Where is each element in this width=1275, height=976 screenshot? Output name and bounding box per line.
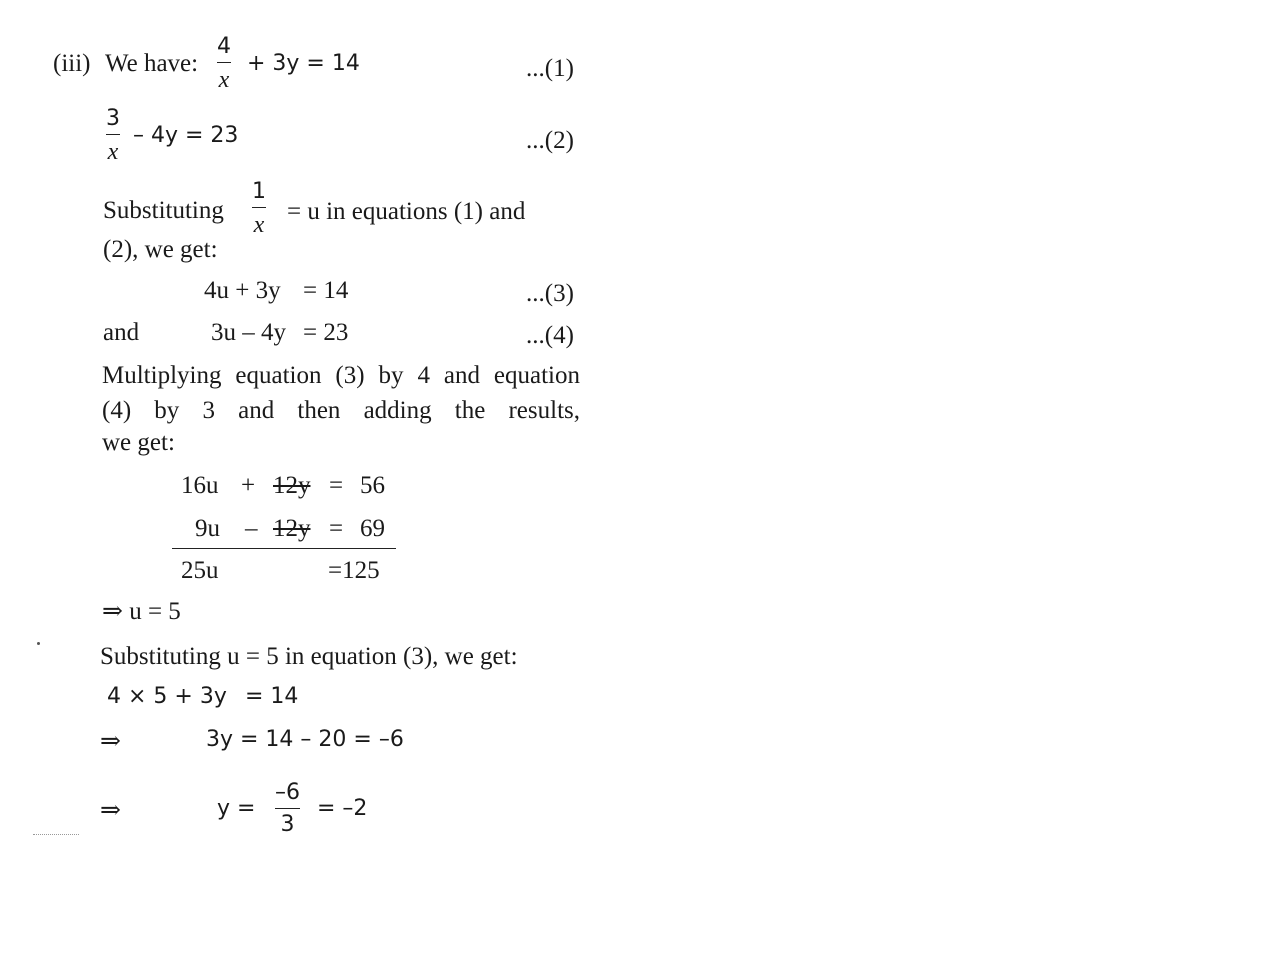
- step3-denominator: 3: [280, 812, 295, 837]
- addition-rule: [172, 548, 396, 549]
- add-row2-op: –: [245, 515, 258, 542]
- add-row1-eq: =: [329, 472, 344, 499]
- sub-fraction: [252, 181, 266, 237]
- scan-artifact-speck: [37, 642, 40, 645]
- add-row2-eq: =: [329, 515, 344, 542]
- sub2-text: Substituting u = 5 in equation (3), we get:: [100, 643, 518, 670]
- add-row2-val: 69: [360, 515, 385, 542]
- eq3-rhs: = 14: [303, 277, 349, 304]
- eq2-numerator: 3: [106, 106, 120, 131]
- eq2-fraction: [106, 108, 120, 164]
- sub-denominator: x: [253, 212, 265, 238]
- eq1-ref: ...(1): [526, 55, 574, 82]
- part-label: (iii): [53, 50, 91, 77]
- add-sum-u: 25u: [181, 557, 219, 584]
- add-row1-u: 16u: [181, 472, 219, 499]
- eq3-lhs: 4u + 3y: [204, 277, 281, 304]
- eq4-rhs: = 23: [303, 319, 349, 346]
- add-sum-val: =125: [328, 557, 380, 584]
- step3-fraction-bar: [275, 808, 300, 809]
- add-row2-u: 9u: [195, 515, 220, 542]
- eq2-rest: – 4y = 23: [133, 123, 239, 148]
- add-row1-y: 12y: [273, 472, 311, 499]
- eq2-ref: ...(2): [526, 127, 574, 154]
- eq2-denominator: x: [107, 139, 119, 165]
- eq3-ref: ...(3): [526, 280, 574, 307]
- eq4-lead: and: [103, 319, 140, 346]
- add-row1-val: 56: [360, 472, 385, 499]
- sub-intro-rest: = u in equations (1) and: [287, 198, 526, 225]
- eq1-denominator: x: [218, 67, 230, 93]
- mult-text-line3: we get:: [102, 429, 175, 456]
- eq4-ref: ...(4): [526, 322, 574, 349]
- we-have-text: We have:: [105, 50, 199, 77]
- step3-lhs: y =: [217, 796, 256, 821]
- sub-intro-line2: (2), we get:: [103, 236, 218, 263]
- step3-fraction: [275, 782, 300, 836]
- step1-lhs: 4 × 5 + 3y: [107, 684, 227, 709]
- mult-text-line1: Multiplying equation (3) by 4 and equation: [102, 362, 580, 389]
- mult-text-line2: (4) by 3 and then adding the results,: [102, 397, 580, 424]
- sub-numerator: 1: [252, 179, 266, 204]
- scan-artifact-dots: [33, 834, 79, 835]
- step3-arrow: ⇒: [100, 797, 121, 824]
- add-row1-op: +: [241, 472, 256, 499]
- eq1-numerator: 4: [217, 34, 231, 59]
- eq4-lhs: 3u – 4y: [211, 319, 286, 346]
- eq1-rest: + 3y = 14: [247, 51, 360, 76]
- step1-rhs: = 14: [245, 684, 299, 709]
- eq1-fraction: [217, 36, 231, 92]
- step2-expr: 3y = 14 – 20 = –6: [206, 727, 404, 752]
- eq1-fraction-bar: [217, 62, 231, 63]
- sub-fraction-bar: [252, 207, 266, 208]
- step2-arrow: ⇒: [100, 728, 121, 755]
- sub-intro-word: Substituting: [103, 197, 224, 224]
- step3-numerator: –6: [275, 780, 300, 805]
- eq2-fraction-bar: [106, 134, 120, 135]
- step3-rhs: = –2: [317, 796, 368, 821]
- u-result: ⇒ u = 5: [102, 598, 181, 625]
- add-row2-y: 12y: [273, 515, 311, 542]
